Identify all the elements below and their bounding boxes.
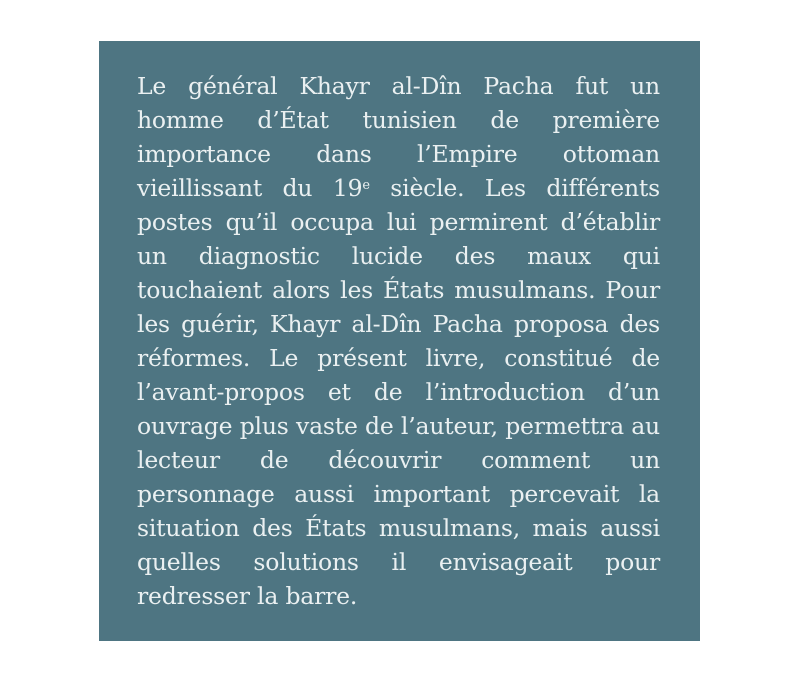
blurb-text (137, 69, 660, 613)
ordinal-suffix: e (362, 177, 370, 193)
blurb-text-part-2: siècle. Les différents postes qu’il occupa lui permirent d’établir un diagnostic lucide des maux qui touchaient alors les États musulmans. Pour les guérir, Khayr al-Dîn Pacha proposa des réformes. Le présent livre, constitué de l’avant-propos et de l’introduction d’un ouvrage plus vaste de l’auteur, permettra au lecteur de découvrir comment un personnage aussi important percevait la situation des États musulmans, mais aussi quelles solutions il envisageait pour redresser la barre. (137, 174, 660, 610)
blurb-panel (99, 41, 700, 641)
blurb-text-part-1: Le général Khayr al-Dîn Pacha fut un homme d’État tunisien de première importance dans l’Empire ottoman vieillissant du 19 (137, 72, 660, 202)
